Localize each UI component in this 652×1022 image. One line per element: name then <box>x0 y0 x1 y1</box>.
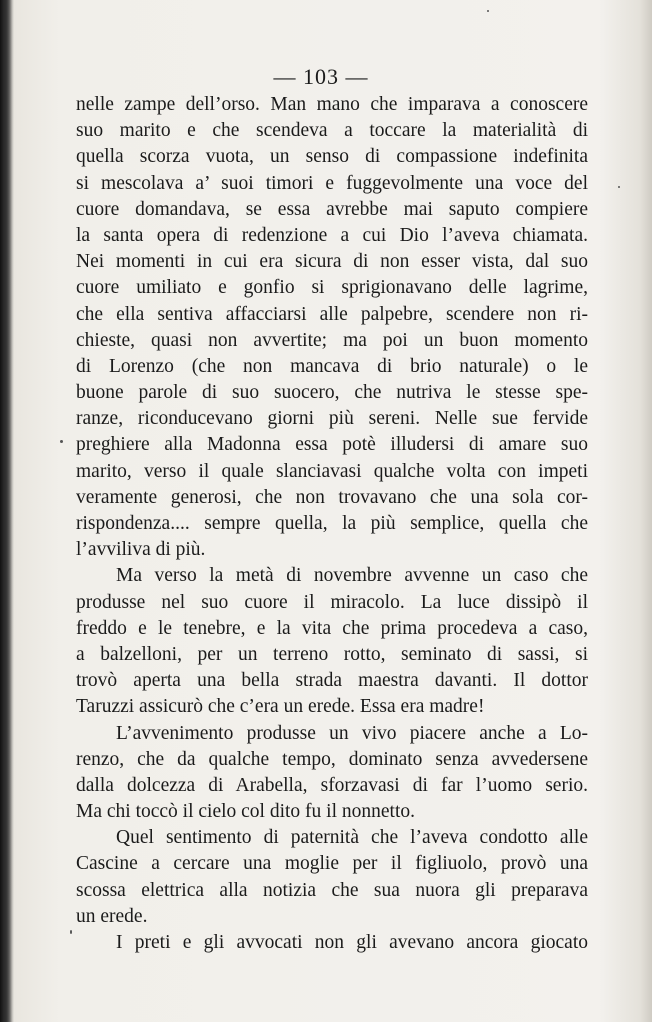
text-line: buone parole di suo suocero, che nutriva le stesse spe- <box>76 382 588 404</box>
text-line: Taruzzi assicurò che c’era un erede. Essa era madre! <box>76 696 485 718</box>
text-line: l’avviliva di più. <box>76 539 206 561</box>
scan-speck <box>60 440 63 443</box>
text-line: di Lorenzo (che non mancava di brio naturale) o le <box>76 355 588 377</box>
text-line: un erede. <box>76 905 148 927</box>
text-line: Quel sentimento di paternità che l’aveva condotto alle <box>116 827 588 849</box>
scan-speck <box>487 10 489 12</box>
text-line: veramente generosi, che non trovavano che una sola cor- <box>76 486 588 508</box>
text-line: cuore domandava, se essa avrebbe mai saputo compiere <box>76 198 588 220</box>
text-line: marito, verso il quale slanciavasi qualche volta con impeti <box>76 460 588 482</box>
text-line: ranze, riconducevano giorni più sereni. Nelle sue fervide <box>76 408 588 430</box>
text-line: trovò aperta una bella strada maestra davanti. Il dottor <box>76 670 588 692</box>
text-line: Nei momenti in cui era sicura di non esser vista, dal suo <box>76 251 588 273</box>
text-line: quella scorza vuota, un senso di compassione indefinita <box>76 146 588 168</box>
text-line: freddo e le tenebre, e la vita che prima procedeva a caso, <box>76 617 588 639</box>
text-line: I preti e gli avvocati non gli avevano ancora giocato <box>116 932 588 953</box>
text-line: renzo, che da qualche tempo, dominato senza avvedersene <box>76 748 588 770</box>
text-line: Ma verso la metà di novembre avvenne un caso che <box>116 565 588 587</box>
text-line: dalla dolcezza di Arabella, sforzavasi di far l’uomo serio. <box>76 774 588 796</box>
text-line: la santa opera di redenzione a cui Dio l’aveva chiamata. <box>76 224 588 246</box>
text-line: chieste, quasi non avvertite; ma poi un buon momento <box>76 329 588 351</box>
body-text <box>76 92 588 956</box>
text-line: si mescolava a’ suoi timori e fuggevolmente una voce del <box>76 172 588 194</box>
text-line: cuore umiliato e gonfio si sprigionavano delle lagrime, <box>76 277 588 299</box>
text-line: a balzelloni, per un terreno rotto, seminato di sassi, si <box>76 643 588 665</box>
text-line: L’avvenimento produsse un vivo piacere anche a Lo- <box>116 722 588 744</box>
text-line: nelle zampe dell’orso. Man mano che imparava a conoscere <box>76 94 588 115</box>
text-line: preghiere alla Madonna essa potè illudersi di amare suo <box>76 434 588 456</box>
page-number: — 103 — <box>273 64 369 89</box>
text-line: Cascine a cercare una moglie per il figliuolo, provò una <box>76 853 588 875</box>
scan-speck <box>618 186 620 188</box>
scan-speck <box>70 930 72 934</box>
text-line: che ella sentiva affacciarsi alle palpebre, scendere non ri- <box>76 303 588 325</box>
text-line: rispondenza.... sempre quella, la più semplice, quella che <box>76 513 588 534</box>
text-line: produsse nel suo cuore il miracolo. La luce dissipò il <box>76 591 588 613</box>
text-line: scossa elettrica alla notizia che sua nuora gli preparava <box>76 879 588 901</box>
text-line: suo marito e che scendeva a toccare la materialità di <box>76 120 588 142</box>
text-line: Ma chi toccò il cielo col dito fu il nonnetto. <box>76 801 416 823</box>
